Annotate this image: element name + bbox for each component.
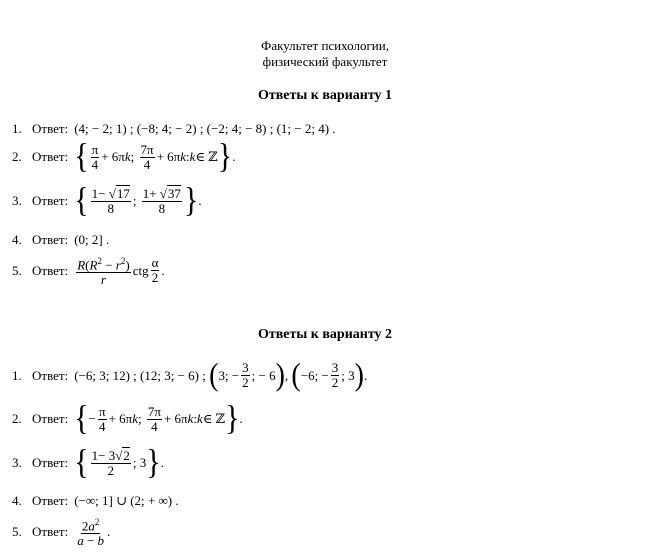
v2-answer-4 [12,493,179,509]
answer-expression: { $\frac{1- 3√2}{2}$ ; 3 } . [74,443,164,482]
variant-2-title: Ответы к варианту 2 [257,327,393,342]
answer-number: 3. [12,455,22,470]
answer-label: Ответ: [32,523,69,539]
answer-label: Ответ: [32,232,69,247]
answer-number: 3. [12,193,22,208]
answer-label: Ответ: [32,121,69,136]
answer-label: Ответ: [32,193,69,208]
v2-answer-2 [12,399,243,438]
answer-expression: { − $\frac{\pi}{4}$ + 6π k ; $\frac{7\pi}{4}$ + 6π k : k ∈ ℤ } . [74,399,243,438]
answer-number: 4. [12,493,22,508]
v1-answer-1 [12,121,336,137]
answer-label: Ответ: [32,149,69,164]
answer-expression: { $\frac{1- √17}{8}$ ; $\frac{1+ √37}{8}$ } . [74,181,202,220]
faculty-line-2: физический факультет [262,54,388,69]
v1-answer-5 [12,254,165,287]
v2-answer-5 [12,515,110,548]
answer-expression: (0; 2] . [74,232,110,247]
v1-answer-3 [12,181,202,220]
answer-number: 1. [12,121,22,136]
answer-number: 2. [12,411,22,426]
answer-label: Ответ: [32,367,69,383]
v1-answer-2 [12,137,236,176]
answer-expression: (−6; 3; 12) ; (12; 3; − 6) ; ( 3; − $\frac{3}{2}$ ; − 6 ) , ( −6; − $\frac{3}{2}$ ; 3 ) . [74,357,368,393]
faculty-line-1: Факультет психологии, [261,38,389,53]
answer-number: 5. [12,523,22,539]
v2-answer-3 [12,443,164,482]
variant-1-title: Ответы к варианту 1 [257,88,393,103]
answer-label: Ответ: [32,455,69,470]
answer-number: 5. [12,262,22,278]
answer-expression: (−∞; 1] ∪ (2; + ∞) . [74,493,179,508]
answer-label: Ответ: [32,411,69,426]
answer-number: 2. [12,149,22,164]
v1-answer-4 [12,232,109,248]
answer-label: Ответ: [32,493,69,508]
answer-number: 4. [12,232,22,247]
answer-expression: $\frac{R(R^2 - r^2)}{r}$ ctg $\frac{\alpha}{2}$ . [77,255,165,288]
answer-label: Ответ: [32,262,69,278]
v2-answer-1 [12,357,368,393]
answer-expression: { $\frac{\pi}{4}$ + 6π k ; $\frac{7\pi}{4}$ + 6π k : k ∈ ℤ } . [74,137,236,176]
answer-expression: (4; − 2; 1) ; (−8; 4; − 2) ; (−2; 4; − 8) ; (1; − 2; 4) . [74,121,336,136]
answer-expression-text: (−6; 3; 12) ; (12; 3; − 6) ; [74,367,206,383]
answer-number: 1. [12,367,22,383]
answer-expression: $\frac{2a^2}{a - b}$ . [77,517,111,549]
